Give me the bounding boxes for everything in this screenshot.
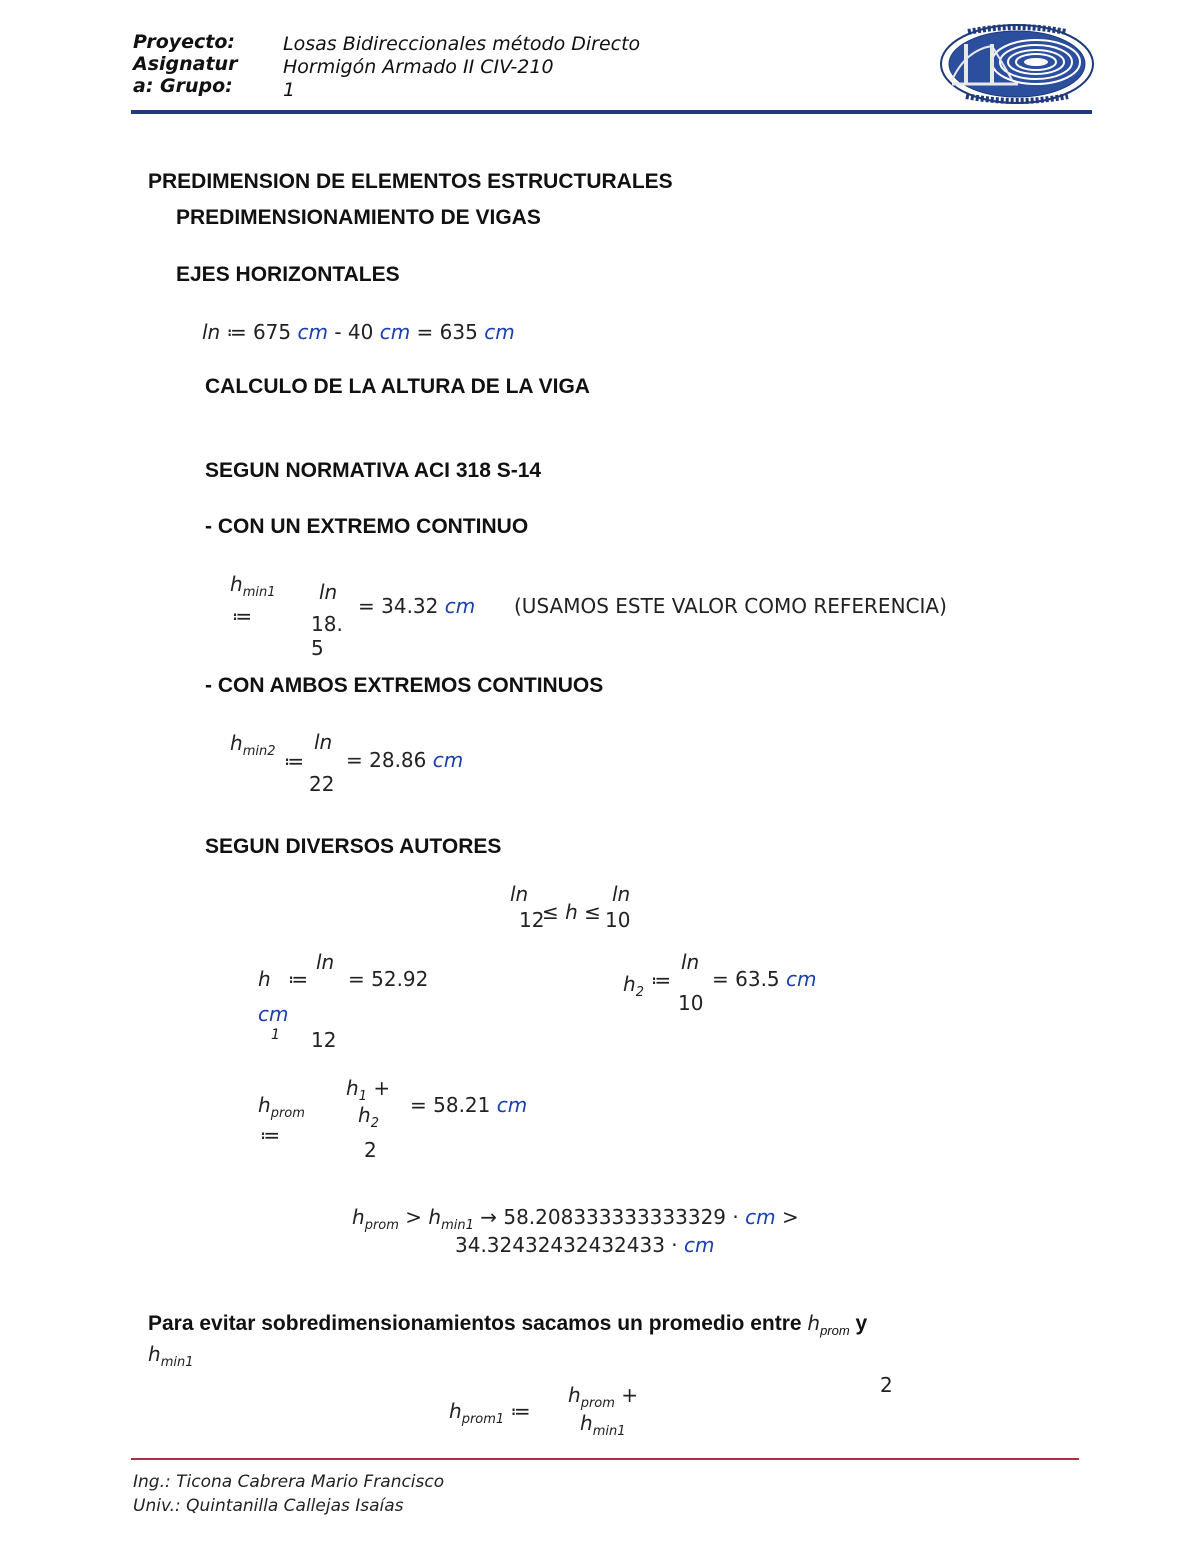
hprom-symbol: $h_{prom}$ — [258, 1093, 305, 1121]
proyecto-label: Proyecto: — [133, 31, 236, 53]
hmin1-denominator-1: 18. — [311, 612, 343, 636]
h2-numerator: ln — [681, 950, 700, 974]
hmin2-numerator: ln — [314, 730, 333, 754]
footer-rule — [131, 1458, 1079, 1460]
asignatura-label-1: Asignatur — [133, 53, 238, 75]
range-ln-right: ln — [612, 882, 631, 906]
h1-assign: ≔ — [288, 967, 308, 991]
range-den-right: 10 — [605, 908, 631, 932]
compare-line-1: $h_{prom} > h_{min1} \to 58.208333333333329$ · cm > — [352, 1205, 799, 1233]
hmin2-symbol: $h_{min2}$ — [230, 731, 276, 759]
asignatura-label-2: a: Grupo: — [133, 75, 233, 97]
hprom-numerator-2: $h_2$ — [358, 1103, 379, 1131]
range-ln-left: ln — [510, 882, 529, 906]
hprom-numerator-1: $h_1$ + — [346, 1076, 391, 1104]
hmin1-denominator-2: 5 — [311, 636, 324, 660]
proyecto-value: Losas Bidireccionales método Directo — [283, 33, 641, 55]
hmin1-assign: ≔ — [232, 604, 252, 628]
h2-assign: ≔ — [651, 968, 671, 992]
main-heading: PREDIMENSION DE ELEMENTOS ESTRUCTURALES — [148, 170, 673, 193]
university-logo — [938, 22, 1096, 110]
compare-line-2: 34.32432432432433 · cm — [455, 1233, 715, 1257]
range-den-left: 12 — [519, 908, 545, 932]
h1-unit: cm — [258, 1002, 289, 1026]
h1-symbol: h — [258, 967, 271, 991]
h2-symbol: $h_2$ — [623, 972, 644, 1000]
hmin1-numerator: ln — [319, 580, 338, 604]
hprom1-numerator-2: $h_{min1}$ — [580, 1411, 626, 1439]
h2-denominator: 10 — [678, 991, 704, 1015]
hprom1-numerator-1: $h_{prom}$ + — [568, 1383, 639, 1411]
hmin2-assign: ≔ — [284, 749, 304, 773]
hmin2-result: = 28.86 cm — [346, 748, 464, 772]
h1-subscript: 1 — [271, 1027, 280, 1043]
header-rule — [131, 110, 1092, 114]
normativa-heading: SEGUN NORMATIVA ACI 318 S-14 — [205, 459, 542, 482]
hmin2-denominator: 22 — [309, 772, 335, 796]
hprom-assign: ≔ — [260, 1123, 280, 1147]
hprom-denominator: 2 — [364, 1138, 377, 1162]
footer-ing: Ing.: Ticona Cabrera Mario Francisco — [133, 1472, 445, 1492]
un-extremo-heading: - CON UN EXTREMO CONTINUO — [205, 515, 529, 538]
paragraph-hmin1: $h_{min1}$ — [148, 1342, 194, 1370]
hprom-result: = 58.21 cm — [410, 1093, 528, 1117]
hmin1-note: (USAMOS ESTE VALOR COMO REFERENCIA) — [514, 594, 947, 618]
hprom1-symbol: $h_{prom1}$ ≔ — [449, 1399, 531, 1427]
promedio-paragraph: Para evitar sobredimensionamientos sacamos un promedio entre $h_{prom}$ y — [148, 1311, 868, 1338]
ambos-extremos-heading: - CON AMBOS EXTREMOS CONTINUOS — [205, 674, 604, 697]
h1-numerator: ln — [316, 950, 335, 974]
range-mid: ≤ h ≤ — [542, 900, 601, 924]
ln-equation: ln ≔ 675 cm - 40 cm = 635 cm — [202, 320, 515, 344]
ejes-heading: EJES HORIZONTALES — [176, 263, 400, 286]
asignatura-value: Hormigón Armado II CIV-210 — [283, 56, 554, 78]
calculo-heading: CALCULO DE LA ALTURA DE LA VIGA — [205, 375, 590, 398]
footer-univ: Univ.: Quintanilla Callejas Isaías — [133, 1496, 404, 1516]
autores-heading: SEGUN DIVERSOS AUTORES — [205, 835, 502, 858]
h1-result: = 52.92 — [348, 967, 429, 991]
hmin1-symbol: $h_{min1}$ — [230, 572, 276, 600]
hprom1-denominator: 2 — [880, 1373, 893, 1397]
hmin1-result: = 34.32 cm — [358, 594, 476, 618]
h2-result: = 63.5 cm — [712, 967, 817, 991]
h1-denominator: 12 — [311, 1028, 337, 1052]
vigas-heading: PREDIMENSIONAMIENTO DE VIGAS — [176, 206, 541, 229]
grupo-value: 1 — [283, 79, 296, 101]
